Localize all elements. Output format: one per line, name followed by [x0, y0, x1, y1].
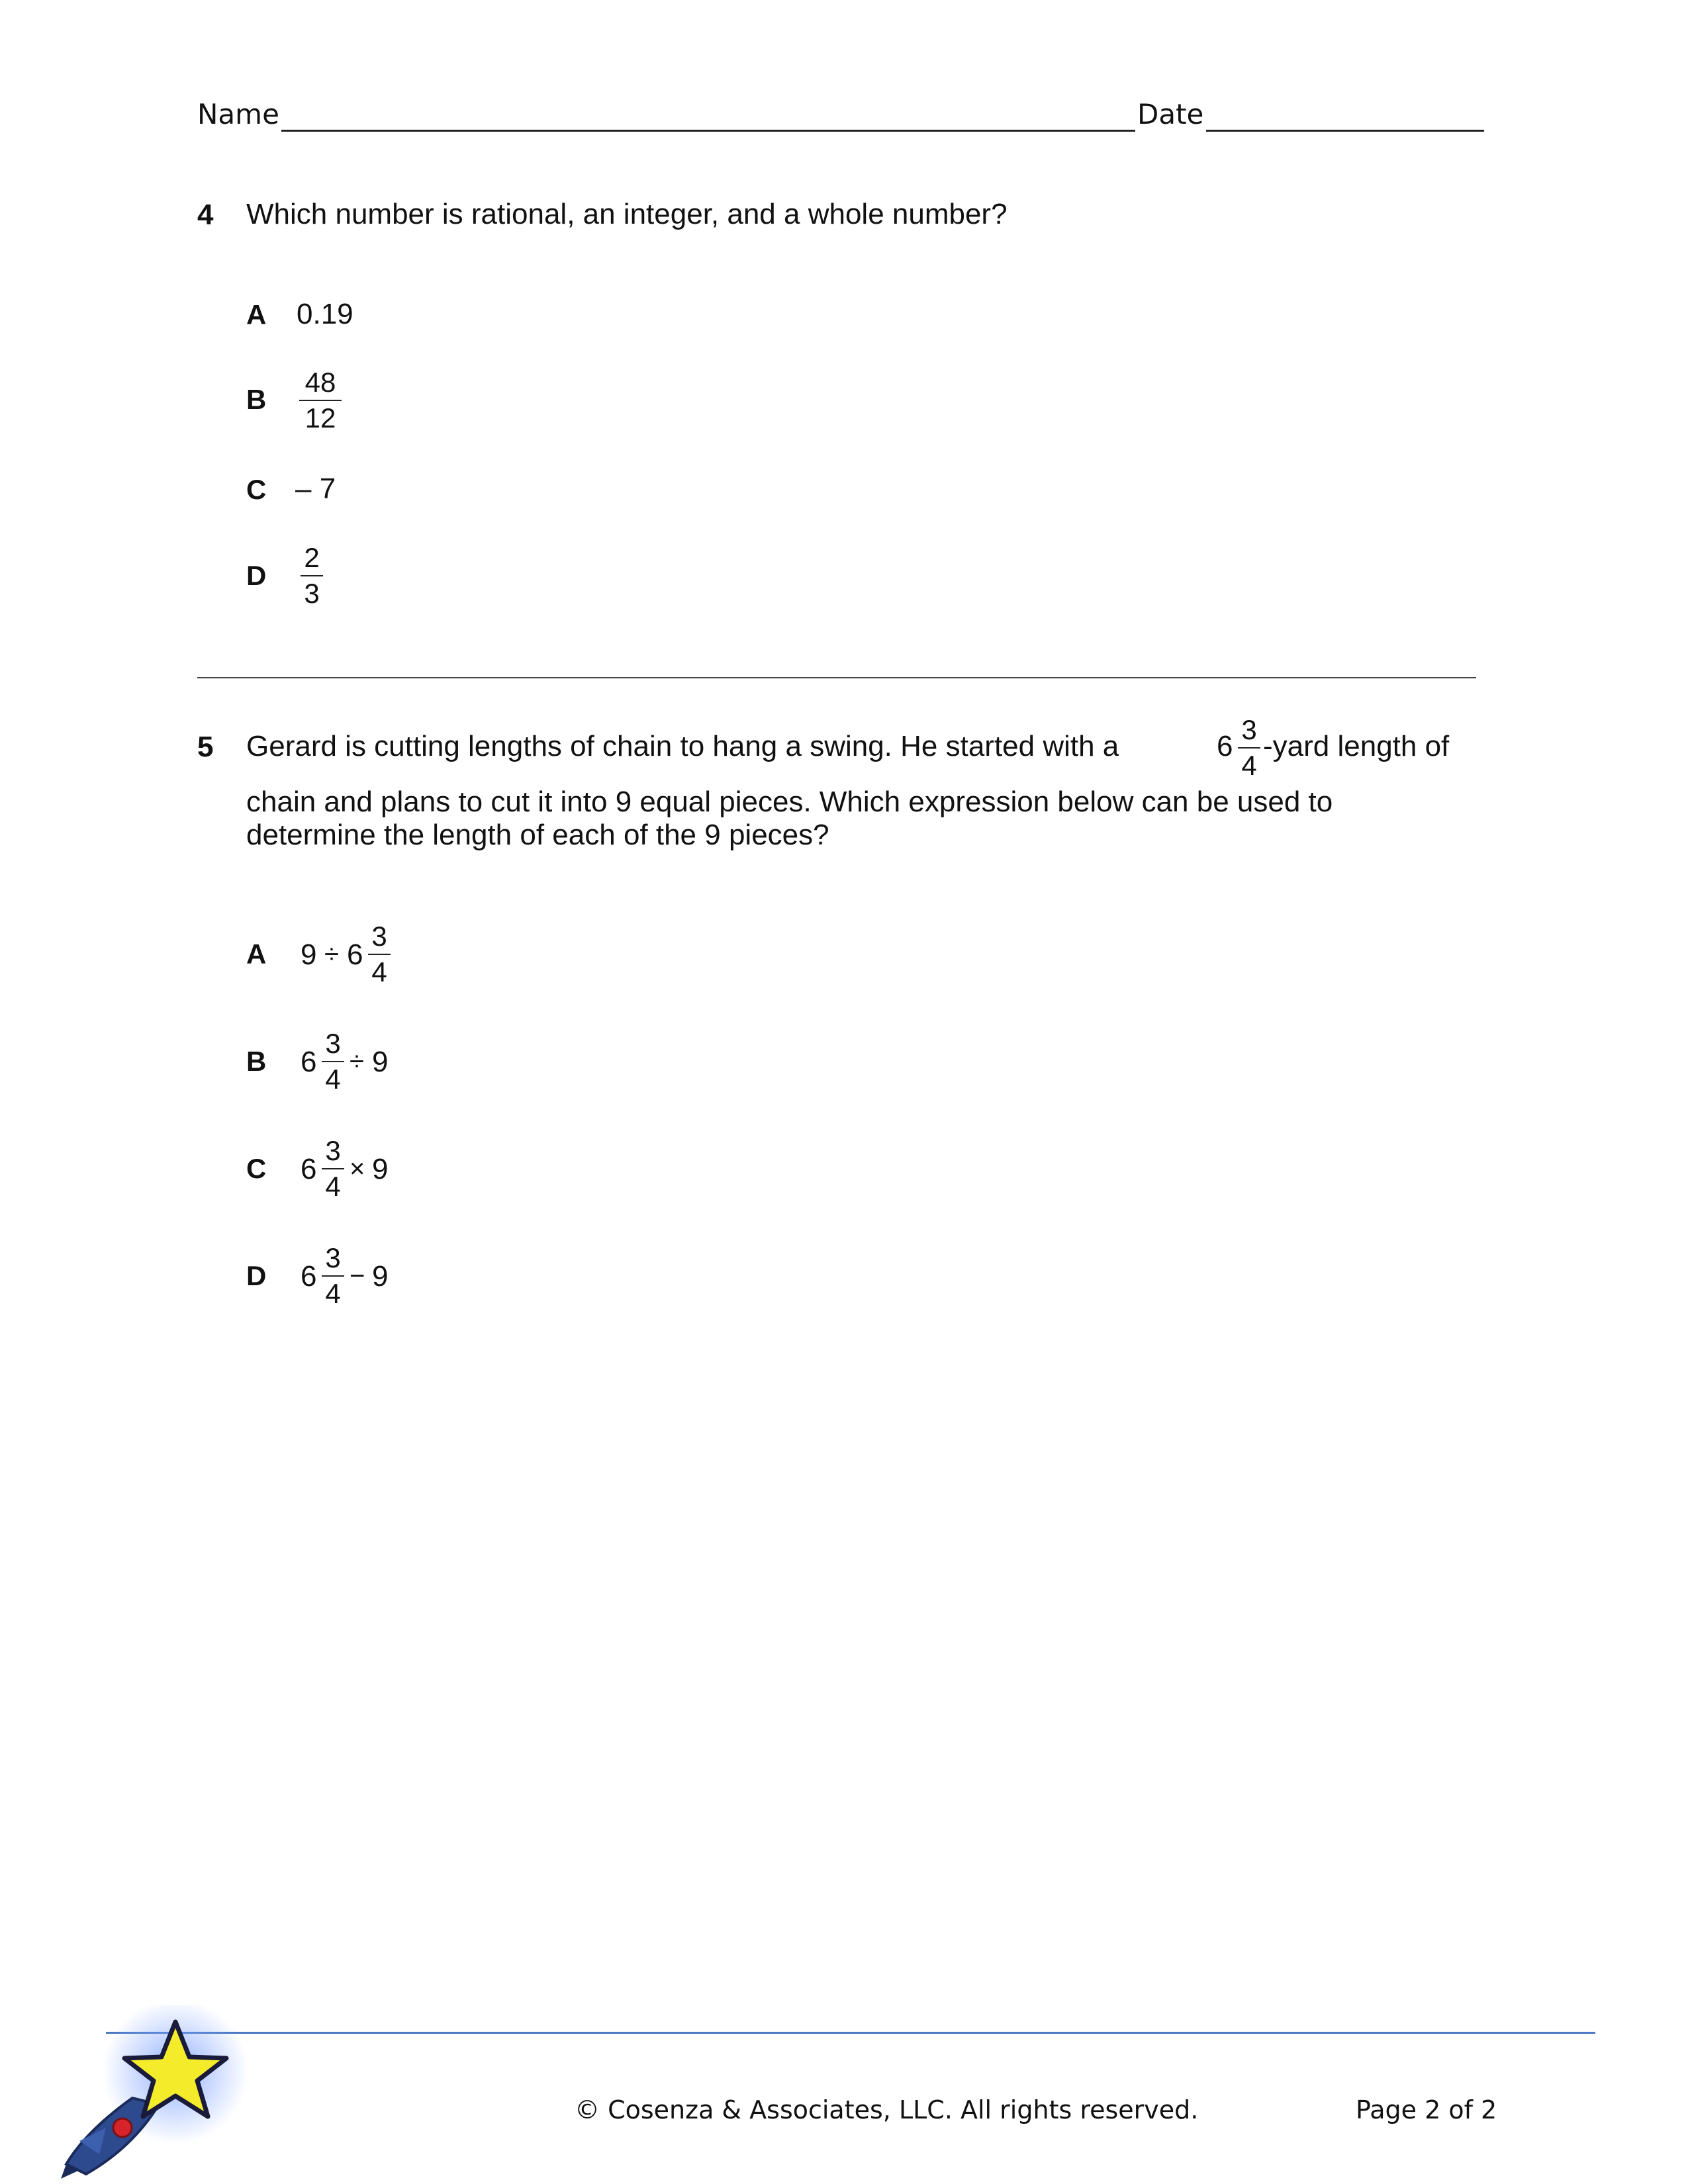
q5-choice-d-letter[interactable]: D	[246, 1260, 267, 1291]
q5-choice-a-whole: 6	[347, 938, 363, 971]
fraction-denominator: 4	[325, 1171, 341, 1202]
fraction-denominator: 4	[1241, 750, 1257, 781]
q4-choice-d-fraction	[301, 543, 323, 609]
q5-choice-d-op: −	[350, 1261, 365, 1291]
q5-choice-b-op: ÷	[350, 1047, 364, 1076]
fraction-numerator: 2	[304, 542, 320, 573]
fraction-bar	[322, 1061, 344, 1062]
q5-choice-b-letter[interactable]: B	[246, 1046, 267, 1077]
fraction-denominator: 4	[371, 956, 387, 987]
question-5-mixed-fraction	[1238, 715, 1260, 781]
q4-choice-d-letter[interactable]: D	[246, 560, 267, 591]
q4-choice-c-letter[interactable]: C	[246, 474, 267, 505]
q5-choice-d-fraction	[322, 1243, 344, 1309]
question-5-text-line2: chain and plans to cut it into 9 equal pieces. Which expression below can be used to	[246, 786, 1333, 818]
q5-choice-c-fraction	[322, 1136, 344, 1202]
question-5-text-line3: determine the length of each of the 9 pieces?	[246, 819, 829, 851]
date-field[interactable]	[1206, 130, 1484, 132]
question-5-text-part2: -yard length of	[1263, 730, 1450, 762]
fraction-numerator: 3	[325, 1135, 341, 1166]
fraction-denominator: 3	[304, 578, 320, 609]
q5-choice-c-whole: 6	[301, 1153, 317, 1185]
q4-choice-a-letter[interactable]: A	[246, 299, 267, 330]
footer-rule	[106, 2032, 1595, 2034]
q5-choice-a-letter[interactable]: A	[246, 938, 267, 970]
question-4-number: 4	[197, 199, 214, 231]
footer-page-number: Page 2 of 2	[1356, 2095, 1497, 2124]
fraction-denominator: 12	[305, 402, 336, 433]
q4-choice-b-letter[interactable]: B	[246, 384, 267, 415]
q5-choice-c-tail: 9	[372, 1153, 389, 1185]
fraction-bar	[368, 954, 391, 955]
q5-choice-a-op: ÷	[324, 940, 339, 969]
question-5-number: 5	[197, 731, 214, 763]
name-field[interactable]	[281, 130, 1135, 132]
date-label: Date	[1137, 98, 1204, 130]
fraction-bar	[299, 400, 342, 401]
q5-choice-a-lead: 9	[301, 938, 317, 971]
fraction-bar	[301, 575, 323, 576]
fraction-bar	[322, 1168, 344, 1169]
q5-choice-c-op: ×	[350, 1154, 365, 1183]
q5-choice-b-whole: 6	[301, 1046, 317, 1078]
fraction-denominator: 4	[325, 1064, 341, 1095]
q5-choice-d-whole: 6	[301, 1260, 317, 1293]
fraction-numerator: 48	[305, 367, 336, 398]
question-5-mixed-whole: 6	[1217, 730, 1233, 762]
q4-choice-b-fraction	[299, 367, 342, 433]
fraction-numerator: 3	[371, 921, 387, 952]
fraction-bar	[1238, 747, 1260, 749]
fraction-numerator: 3	[1241, 714, 1257, 745]
fraction-bar	[322, 1275, 344, 1277]
q5-choice-d-tail: 9	[372, 1260, 389, 1293]
q5-choice-c-letter[interactable]: C	[246, 1153, 267, 1184]
footer-copyright: © Cosenza & Associates, LLC. All rights reserved.	[575, 2095, 1199, 2124]
name-label: Name	[197, 98, 279, 130]
q4-choice-a-value: 0.19	[297, 298, 353, 330]
question-divider	[197, 677, 1476, 678]
q5-choice-a-fraction	[368, 921, 391, 987]
fraction-numerator: 3	[325, 1028, 341, 1059]
question-5-text-part1: Gerard is cutting lengths of chain to hang a swing. He started with a	[246, 730, 1119, 762]
q5-choice-b-fraction	[322, 1028, 344, 1095]
q5-choice-b-tail: 9	[372, 1046, 389, 1078]
q4-choice-c-value: – 7	[295, 473, 336, 505]
fraction-denominator: 4	[325, 1278, 341, 1309]
question-4-text: Which number is rational, an integer, and a whole number?	[246, 198, 1008, 230]
star-rocket-icon	[60, 2005, 258, 2184]
fraction-numerator: 3	[325, 1242, 341, 1273]
